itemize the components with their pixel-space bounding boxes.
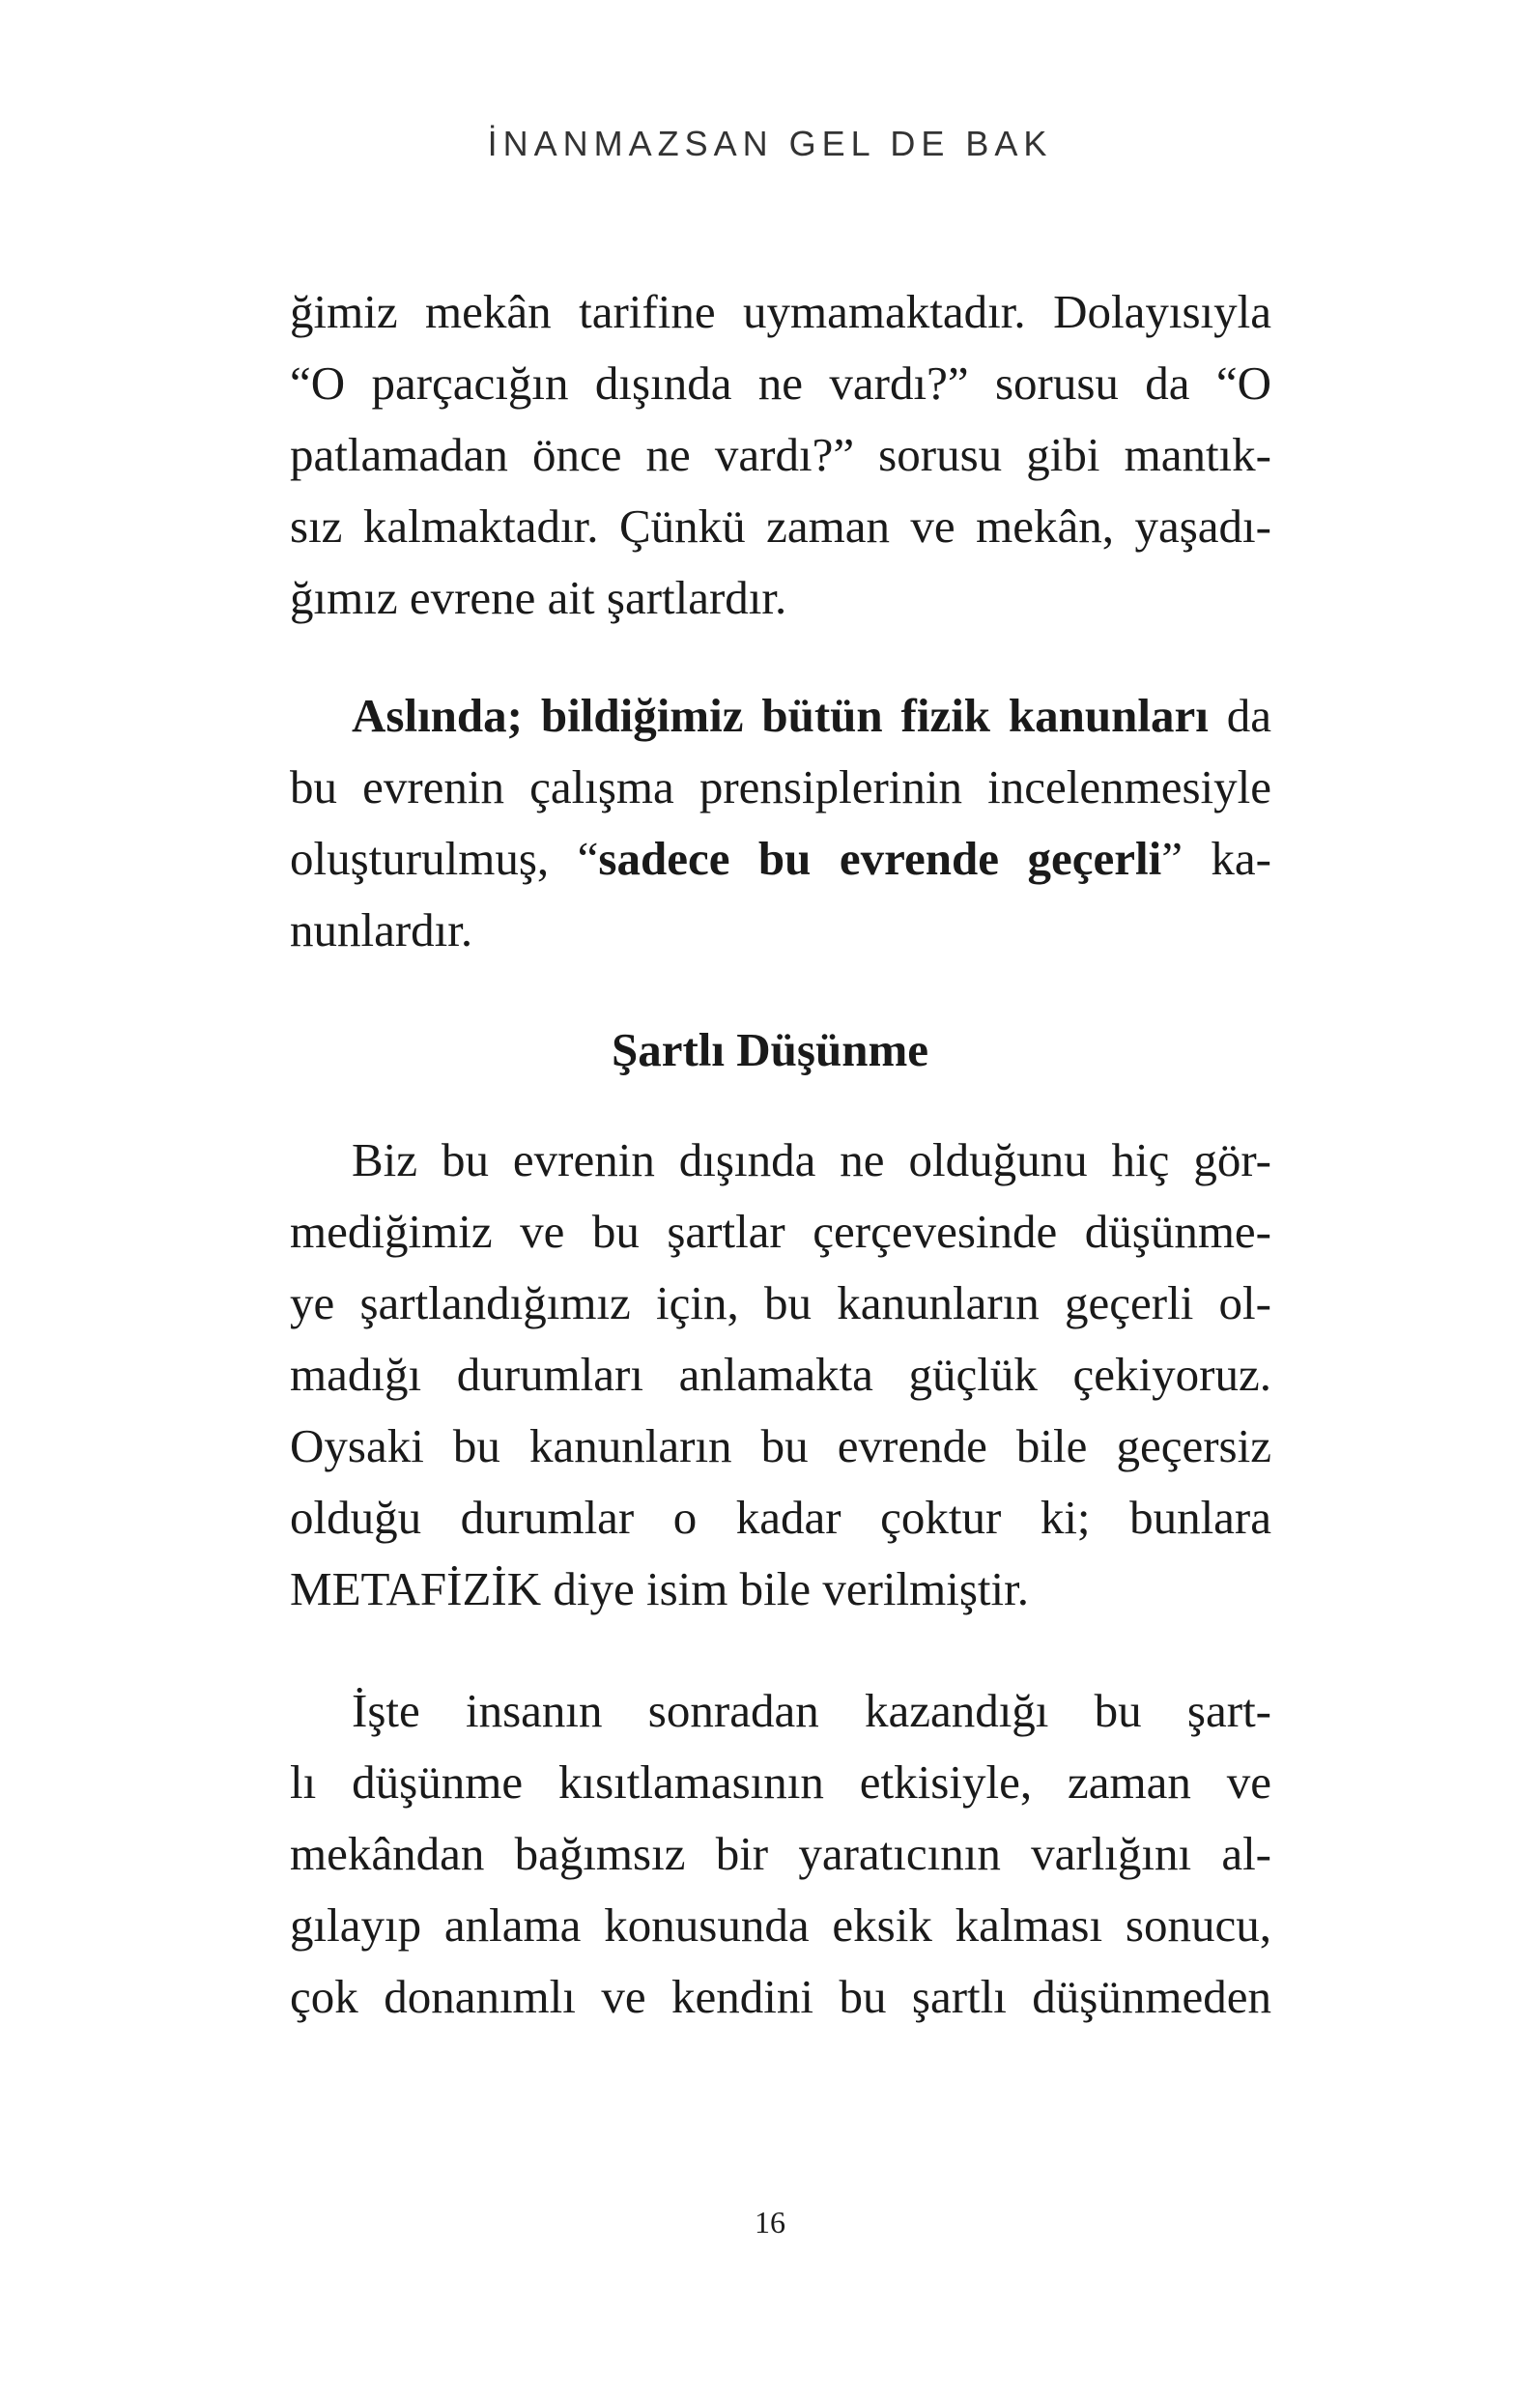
text-run: ” ka- xyxy=(1161,832,1271,885)
text-run: oluşturulmuş, “ xyxy=(290,832,599,885)
paragraph-line: nunlardır. xyxy=(290,903,473,956)
paragraph-line: sız kalmaktadır. Çünkü zaman ve mekân, yaşadı- xyxy=(290,499,1271,553)
paragraph-line: “O parçacığın dışında ne vardı?” sorusu da “O xyxy=(290,357,1271,410)
paragraph-line xyxy=(290,680,1271,752)
paragraph-conditioned-thinking xyxy=(290,1125,1271,1625)
paragraph-line: çok donanımlı ve kendini bu şartlı düşünmeden xyxy=(290,1970,1271,2023)
paragraph-line xyxy=(290,823,1271,895)
text-run: da xyxy=(1208,689,1272,742)
paragraph-line: Oysaki bu kanunların bu evrende bile geçersiz xyxy=(290,1419,1271,1472)
paragraph-line: mediğimiz ve bu şartlar çerçevesinde düşünme- xyxy=(290,1205,1271,1258)
paragraph-line: ye şartlandığımız için, bu kanunların geçerli ol- xyxy=(290,1276,1271,1329)
paragraph-line: ğımız evrene ait şartlardır. xyxy=(290,571,787,624)
paragraph-physics-laws xyxy=(290,680,1271,966)
bold-phrase: sadece bu evrende geçerli xyxy=(598,832,1162,885)
paragraph-line: METAFİZİK diye isim bile verilmiştir. xyxy=(290,1562,1030,1615)
paragraph-continuation xyxy=(290,276,1271,634)
paragraph-conclusion xyxy=(290,1675,1271,2033)
paragraph-line: patlamadan önce ne vardı?” sorusu gibi mantık- xyxy=(290,428,1271,481)
section-heading: Şartlı Düşünme xyxy=(611,1023,929,1076)
paragraph-line: gılayıp anlama konusunda eksik kalması sonucu, xyxy=(290,1898,1271,1952)
paragraph-line: olduğu durumlar o kadar çoktur ki; bunlara xyxy=(290,1491,1271,1544)
page-number: 16 xyxy=(755,2205,785,2239)
paragraph-line: madığı durumları anlamakta güçlük çekiyoruz. xyxy=(290,1348,1271,1401)
running-header: İNANMAZSAN GEL DE BAK xyxy=(487,124,1053,163)
paragraph-line: mekândan bağımsız bir yaratıcının varlığını al- xyxy=(290,1827,1271,1880)
paragraph-line: lı düşünme kısıtlamasının etkisiyle, zaman ve xyxy=(290,1755,1271,1809)
bold-phrase: Aslında; bildiğimiz bütün fizik kanunları xyxy=(352,689,1209,742)
paragraph-line: ğimiz mekân tarifine uymamaktadır. Dolayısıyla xyxy=(290,285,1271,338)
paragraph-line: Biz bu evrenin dışında ne olduğunu hiç gör- xyxy=(352,1133,1271,1186)
paragraph-line: İşte insanın sonradan kazandığı bu şart- xyxy=(352,1684,1271,1737)
paragraph-line: bu evrenin çalışma prensiplerinin incelenmesiyle xyxy=(290,760,1271,813)
